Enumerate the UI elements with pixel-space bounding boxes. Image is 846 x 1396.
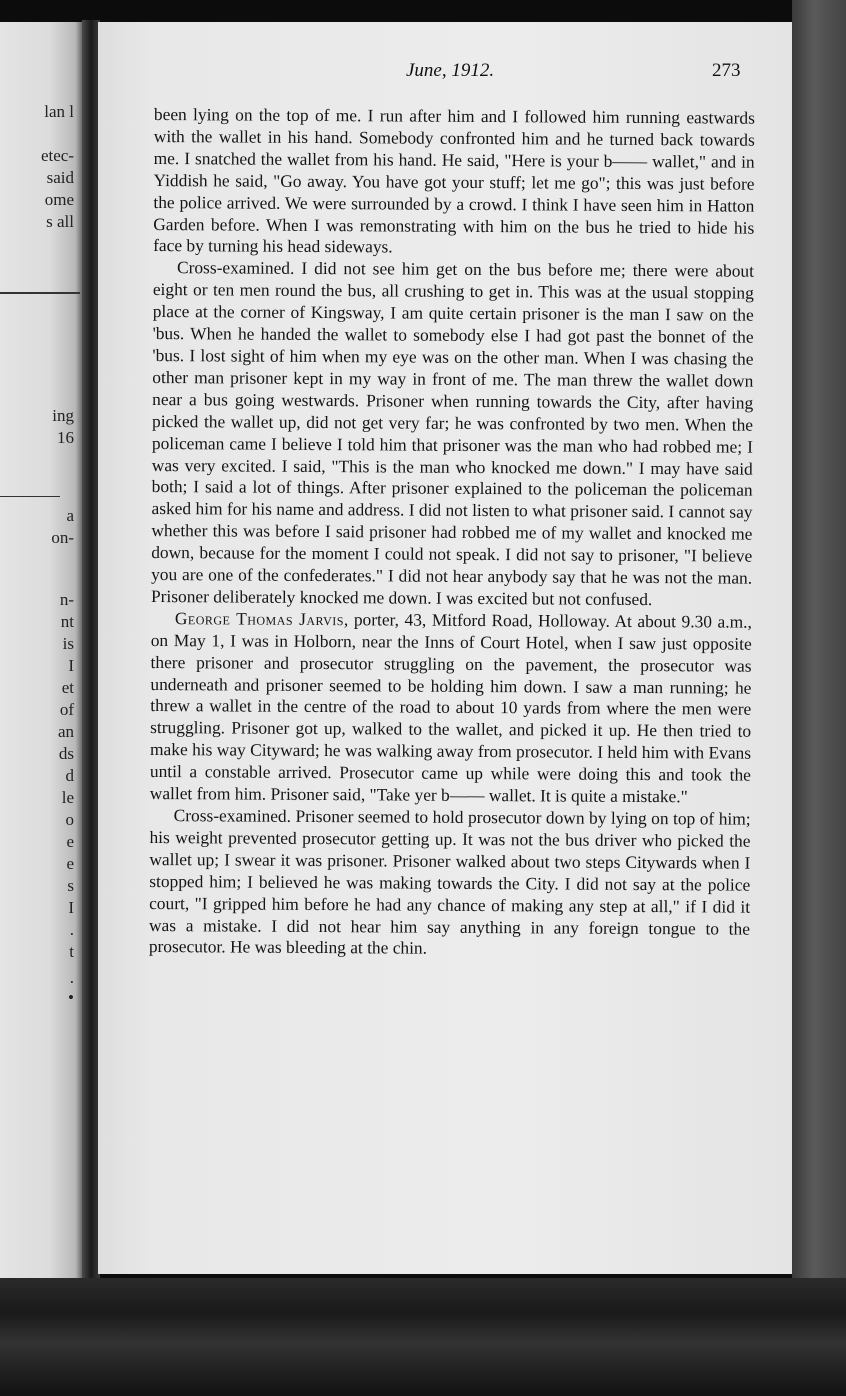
facing-page-fragment: said bbox=[46, 168, 74, 187]
facing-page-fragment: ome bbox=[44, 190, 74, 209]
facing-page-fragment: s bbox=[67, 876, 74, 895]
paragraph-p3 bbox=[150, 608, 752, 809]
facing-page-fragment: ing bbox=[52, 406, 74, 425]
scan-background-bottom bbox=[0, 1278, 846, 1396]
paragraph-text: Cross-examined. I did not see him get on the bus before me; there were about eight or ten men round the bus, all crushing to get in. This was at the usual stopping place at the corner of Kingsway, I am quite certain prisoner is the man I saw on the 'bus. When he handed the wallet to somebody else I had got past the bonnet of the 'bus. I lost sight of him when my eye was on the other man. When I was chasing the other man prisoner kept in my way in front of me. The man threw the wallet down near a bus going westwards. Prisoner when running towards the City, after having picked the wallet up, did not get very far; he was confronted by two men. When the policeman came I believe I told him that prisoner was the man who had robbed me; I was very excited. I said, "This is the man who knocked me down." I may have said both; I said a lot of things. After prisoner explained to the policeman the policeman asked him for his name and address. I did not listen to what prisoner said. I cannot say whether this was before I said prisoner had robbed me of my wallet and knocked me down, because for the moment I could not speak. I did not say to prisoner, "I believe you are one of the confederates." I did not hear anybody say that he was not the man. Prisoner deliberately knocked me down. I was excited but not confused. bbox=[150, 257, 755, 609]
facing-page-rule bbox=[0, 292, 80, 294]
facing-page-fragment: • bbox=[68, 988, 74, 1007]
facing-page-fragment: d bbox=[65, 766, 74, 785]
facing-page-fragment: of bbox=[59, 700, 74, 719]
book-page bbox=[98, 22, 792, 1274]
facing-page-fragment: s all bbox=[46, 212, 74, 231]
paragraph-text: , porter, 43, Mitford Road, Holloway. At about 9.30 a.m., on May 1, I was in Holborn, near the Inns of Court Hotel, when I saw just opposite there prisoner and prosecutor struggling on the pavement, the prosecutor was underneath and prisoner seemed to be holding him down. I saw a man running; he threw a wallet in the centre of the road to about 10 yards from where the men were struggling. Prisoner got up, walked to the wallet, and picked it up. He then tried to make his way Cityward; he was walking away from prosecutor. I held him with Evans until a constable arrived. Prosecutor came up while were doing this and took the wallet from him. Prisoner said, "Take yer b—— wallet. It is quite a mistake." bbox=[149, 609, 752, 807]
running-head bbox=[98, 60, 792, 86]
facing-page-fragment: is bbox=[62, 634, 74, 653]
facing-page-fragment: I bbox=[68, 898, 74, 917]
facing-page-fragment: e bbox=[66, 854, 74, 873]
page-number: 273 bbox=[712, 60, 741, 81]
paragraph-text: been lying on the top of me. I run after him and I followed him running eastwards with the wallet in his hand. Somebody confronted him and he turned back towards me. I snatched the wallet from his hand. He said, "Here is your b—— wallet," and in Yiddish he said, "Go away. You have got your stuff; let me go"; this was just before the police arrived. We were surrounded by a crowd. I think I have seen him in Hatton Garden before. When I was remonstrating with him on the bus he tried to hide his face by turning his head sideways. bbox=[153, 104, 755, 257]
facing-page-fragment: a bbox=[66, 506, 74, 525]
facing-page-fragment: . bbox=[69, 968, 74, 987]
facing-page-fragment: . bbox=[69, 920, 74, 939]
scan-background-right bbox=[792, 0, 846, 1396]
paragraph-p2 bbox=[151, 257, 754, 611]
facing-page-fragment: n- bbox=[59, 590, 74, 609]
paragraph-text: Cross-examined. Prisoner seemed to hold prosecutor down by lying on top of him; his weight prevented prosecutor getting up. It was not the bus driver who picked the wallet up; I swear it was prisoner. Prisoner walked about two steps Citywards when I stopped him; I believed he was making towards the City. I did not say at the police court, "I gripped him before he had any chance of making any step at all," if I did it was a mistake. I did not hear him say anything in any foreign tongue to the prosecutor. He was bleeding at the chin. bbox=[148, 805, 751, 959]
paragraph-p4 bbox=[149, 805, 751, 962]
facing-page-fragment: et bbox=[61, 678, 74, 697]
paragraph-p1 bbox=[153, 104, 755, 261]
facing-page-fragment: on- bbox=[51, 528, 74, 547]
facing-page-fragment: I bbox=[68, 656, 74, 675]
facing-page-fragment: nt bbox=[60, 612, 74, 631]
facing-page-fragment: ds bbox=[58, 744, 74, 763]
facing-page-rule bbox=[0, 496, 60, 497]
facing-page-fragment: lan l bbox=[44, 102, 74, 121]
facing-page-fragment: 16 bbox=[57, 428, 74, 447]
facing-page-fragment: e bbox=[66, 832, 74, 851]
page-date: June, 1912. bbox=[406, 60, 495, 81]
witness-name: George Thomas Jarvis bbox=[174, 607, 345, 630]
facing-page-edge bbox=[0, 22, 82, 1280]
facing-page-fragment: t bbox=[69, 942, 74, 961]
page-body-text bbox=[149, 104, 755, 962]
facing-page-fragment: etec- bbox=[40, 146, 74, 165]
facing-page-fragment: o bbox=[65, 810, 74, 829]
facing-page-fragment: le bbox=[61, 788, 74, 807]
facing-page-fragment: an bbox=[57, 722, 74, 741]
